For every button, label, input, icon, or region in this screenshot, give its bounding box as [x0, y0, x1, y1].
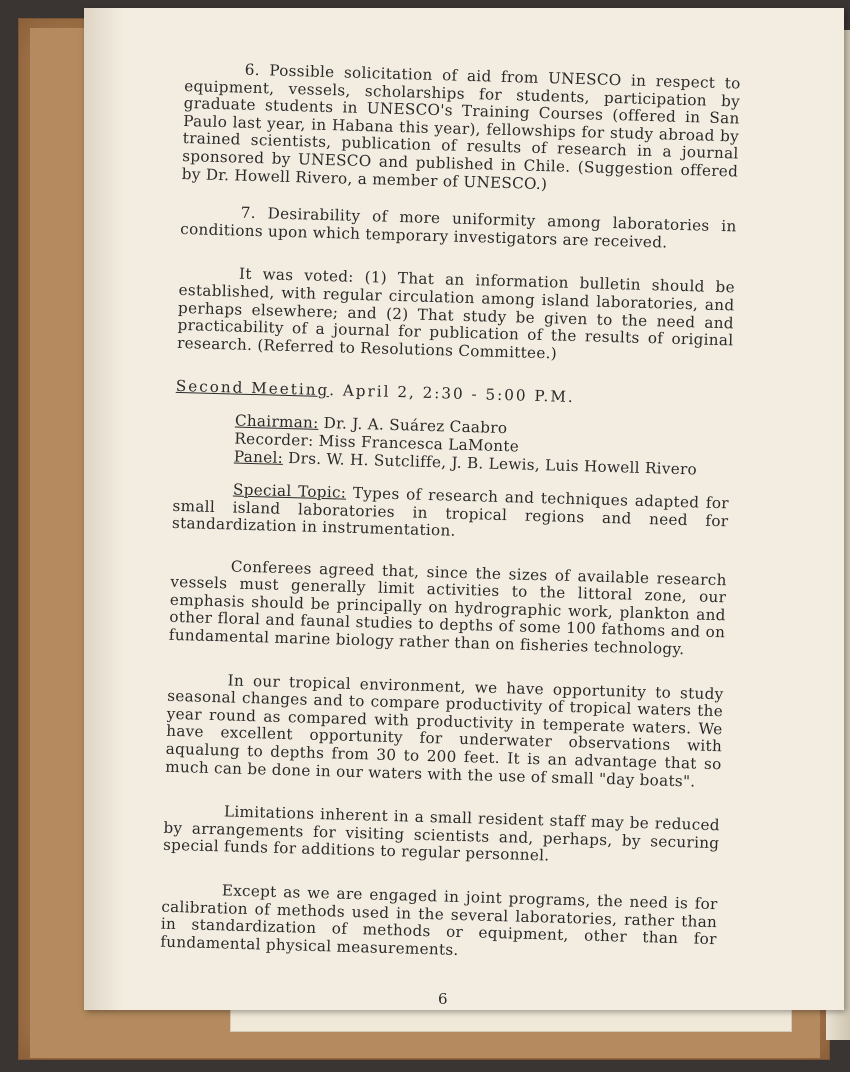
meeting-heading: [176, 378, 732, 411]
meeting-time: . April 2, 2:30 - 5:00 P.M.: [328, 381, 576, 407]
special-topic-label: Special Topic:: [232, 480, 347, 502]
page-number: 6: [438, 990, 448, 1008]
item-6-paragraph: 6. Possible solicitation of aid from UNESCO in respect to equipment, vessels, scholarships for students, participation by graduate students in UNESCO's Training Courses (offered in San Paulo last year, in Habana this year), fellowships for study abroad by trained scientists, publication of results of research in a journal sponsored by UNESCO and published in Chile. (Suggestion offered by Dr. Howell Rivero, a member of UNESCO.): [181, 60, 741, 193]
panel-label: Panel:: [233, 447, 284, 467]
recorder-label: Recorder:: [234, 429, 314, 450]
chairman-label: Chairman:: [234, 411, 319, 432]
vote-paragraph: It was voted: (1) That an information bulletin should be established, with regular circulation among island laboratories, and perhaps elsewhere; and (2) That study be given to the need and practicability of a journal for publication of the results of original research. (Referred to Resolutions Committee.): [176, 264, 736, 363]
page-text: [159, 60, 740, 993]
limitations-paragraph: Limitations inherent in a small resident staff may be reduced by arrangements for visiting scientists and, perhaps, by securing special funds for additions to regular personnel.: [162, 802, 721, 865]
chairman-name: Dr. J. A. Suárez Caabro: [318, 413, 508, 438]
special-topic-text: Types of research and techniques adapted for small island laboratories in tropical regions and need for standardization in instrumentation.: [171, 483, 730, 540]
recorder-name: Miss Francesca LaMonte: [313, 431, 520, 456]
meeting-roster: [234, 411, 731, 479]
environment-paragraph: In our tropical environment, we have opportunity to study seasonal changes and to compare productivity of tropical waters the year round as compared with productivity in temperate waters. We have excellent opportunity for underwater observations with aqualung to depths from 30 to 200 feet. It is an advantage that so much can be done in our waters with the use of small "day boats".: [165, 671, 724, 791]
panel-names: Drs. W. H. Sutcliffe, J. B. Lewis, Luis Howell Rivero: [282, 448, 698, 479]
conferees-paragraph: Conferees agreed that, since the sizes of available research vessels must generally limit activities to the littoral zone, our emphasis should be principally on hydrographic work, plankton and other floral and faunal studies to depths of some 100 fathoms and on fundamental marine biology rather than on fisheries technology.: [168, 557, 727, 659]
special-topic-paragraph: [172, 480, 729, 548]
item-7-paragraph: 7. Desirability of more uniformity among laboratories in conditions upon which temporary investigators are received.: [180, 203, 737, 252]
meeting-title: Second Meeting: [175, 377, 330, 400]
calibration-paragraph: Except as we are engaged in joint programs, the need is for calibration of methods used in the several laboratories, rather than in standardization of methods or equipment, other than for fundamental physical measurements.: [160, 881, 718, 959]
